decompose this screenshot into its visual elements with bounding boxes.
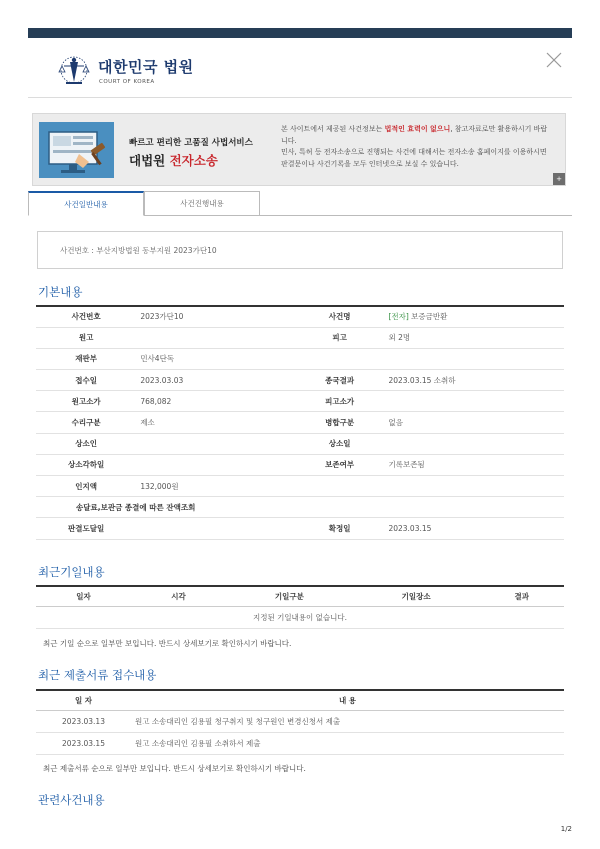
banner-tagline: 빠르고 편리한 고품질 사법서비스: [129, 138, 253, 148]
field-value: 2023가단10: [136, 306, 294, 327]
field-label: 확정일: [295, 518, 385, 539]
basic-info-row: [36, 327, 564, 348]
top-color-bar: [28, 28, 572, 38]
logo-subtitle: COURT OF KOREA: [99, 79, 155, 85]
field-label: 보존여부: [295, 454, 385, 475]
field-label: 피고: [295, 327, 385, 348]
field-label: 원고: [36, 327, 136, 348]
field-label: [295, 476, 385, 497]
header: [28, 38, 572, 98]
banner-notice: [281, 124, 551, 170]
field-value: [136, 327, 294, 348]
basic-info-row: [36, 476, 564, 497]
field-value: [384, 476, 564, 497]
notice-electronic: 민사, 특허 등 전자소송으로 진행되는 사건에 대해서는 전자소송 홈페이지를 이용하시면 판결문이나 사건기록을 모두 인터넷으로 보실 수 있습니다.: [281, 148, 547, 168]
field-value: 2023.03.15: [384, 518, 564, 539]
table-row: [36, 732, 564, 754]
basic-info-row: [36, 391, 564, 412]
electronic-case-tag: [전자]: [388, 312, 409, 322]
balance-inquiry-row: [36, 497, 564, 518]
section-title-dates: 최근기일내용: [38, 565, 105, 579]
field-label: 재판부: [36, 348, 136, 369]
doc-content: 원고 소송대리인 김용필 청구취지 및 청구원인 변경신청서 제출: [131, 710, 564, 732]
field-label: 접수일: [36, 370, 136, 391]
field-value: [384, 327, 564, 348]
column-header: 기일구분: [226, 586, 353, 606]
basic-info-row: [36, 518, 564, 539]
page-number: 1/2: [560, 825, 572, 833]
basic-info-row: [36, 454, 564, 475]
tab-general-info[interactable]: 사건일반내용: [28, 191, 144, 216]
court-logo-icon: [52, 50, 102, 90]
case-info-page: [28, 38, 572, 818]
field-value: [384, 391, 564, 412]
column-header: 일자: [36, 586, 131, 606]
field-value: [384, 348, 564, 369]
field-label: 사건명: [295, 306, 385, 327]
field-label: 수리구분: [36, 412, 136, 433]
column-header: 일 자: [36, 690, 131, 710]
field-value-text: 외 2명: [388, 333, 411, 343]
field-value-text: 없음: [388, 418, 403, 428]
tab-bar: [28, 191, 572, 216]
tab-progress-info[interactable]: 사건진행내용: [144, 191, 260, 216]
field-value: [384, 454, 564, 475]
expand-icon[interactable]: +: [553, 173, 565, 185]
notice-post: , 참고자료로만 활용하시기 바랍니다.: [281, 125, 548, 145]
field-value-text: 기록보존됨: [388, 460, 425, 470]
doc-date: 2023.03.15: [36, 732, 131, 754]
table-row: [36, 710, 564, 732]
field-value: 768,082: [136, 391, 294, 412]
column-header: 기일장소: [353, 586, 480, 606]
field-label: 판결도달일: [36, 518, 136, 539]
basic-info-row: [36, 306, 564, 327]
doc-content: 원고 소송대리인 김용필 소취하서 제출: [131, 732, 564, 754]
field-value: 민사4단독: [136, 348, 294, 369]
dates-note: 최근 기일 순으로 일부만 보입니다. 반드시 상세보기로 확인하시기 바랍니다.: [43, 639, 292, 648]
e-litigation-banner[interactable]: [32, 113, 566, 186]
field-label: 병합구분: [295, 412, 385, 433]
field-label: 사건번호: [36, 306, 136, 327]
field-label: [295, 348, 385, 369]
banner-title: [129, 151, 218, 169]
section-title-docs: 최근 제출서류 접수내용: [38, 668, 157, 682]
field-value: [136, 454, 294, 475]
field-value: [136, 433, 294, 454]
section-title-basic: 기본내용: [38, 285, 83, 299]
field-value-text: 보증금반환: [408, 312, 448, 322]
field-label: 상소각하일: [36, 454, 136, 475]
field-label: 상소일: [295, 433, 385, 454]
section-title-related: 관련사건내용: [38, 793, 105, 807]
column-header: 내 용: [131, 690, 564, 710]
field-value: 제소: [136, 412, 294, 433]
basic-info-row: [36, 348, 564, 369]
column-header: 시각: [131, 586, 226, 606]
field-label: 피고소가: [295, 391, 385, 412]
banner-title-main: 대법원: [129, 153, 170, 168]
column-header: 결과: [480, 586, 565, 606]
notice-warning: 법적인 효력이 없으니: [384, 125, 451, 133]
field-label: 인지액: [36, 476, 136, 497]
basic-info-table: [36, 305, 564, 540]
field-value: [384, 412, 564, 433]
field-value: 132,000원: [136, 476, 294, 497]
close-icon[interactable]: [544, 50, 564, 70]
case-number-box: 사건번호 : 부산지방법원 동부지원 2023가단10: [37, 231, 563, 269]
field-value-text: 2023.03.15 소취하: [388, 375, 456, 385]
field-value: [384, 433, 564, 454]
basic-info-row: [36, 433, 564, 454]
banner-title-accent: 전자소송: [169, 153, 218, 168]
e-litigation-illustration-icon: [39, 122, 114, 178]
field-value: [384, 370, 564, 391]
field-value: 2023.03.03: [136, 370, 294, 391]
basic-info-row: [36, 412, 564, 433]
empty-dates-message: 지정된 기일내용이 없습니다.: [36, 606, 564, 628]
field-value: [136, 518, 294, 539]
hearing-dates-table: [36, 585, 564, 629]
field-label: 상소인: [36, 433, 136, 454]
field-label: 원고소가: [36, 391, 136, 412]
field-label: 종국결과: [295, 370, 385, 391]
notice-pre: 본 사이트에서 제공된 사건정보는: [281, 125, 385, 133]
submitted-docs-table: [36, 689, 564, 755]
doc-date: 2023.03.13: [36, 710, 131, 732]
docs-note: 최근 제출서류 순으로 일부만 보입니다. 반드시 상세보기로 확인하시기 바랍니다.: [43, 764, 306, 773]
logo-title[interactable]: 대한민국 법원: [98, 58, 194, 76]
balance-inquiry-link[interactable]: 송달료,보관금 종결에 따른 잔액조회: [36, 497, 564, 518]
basic-info-row: [36, 370, 564, 391]
field-value: [384, 306, 564, 327]
